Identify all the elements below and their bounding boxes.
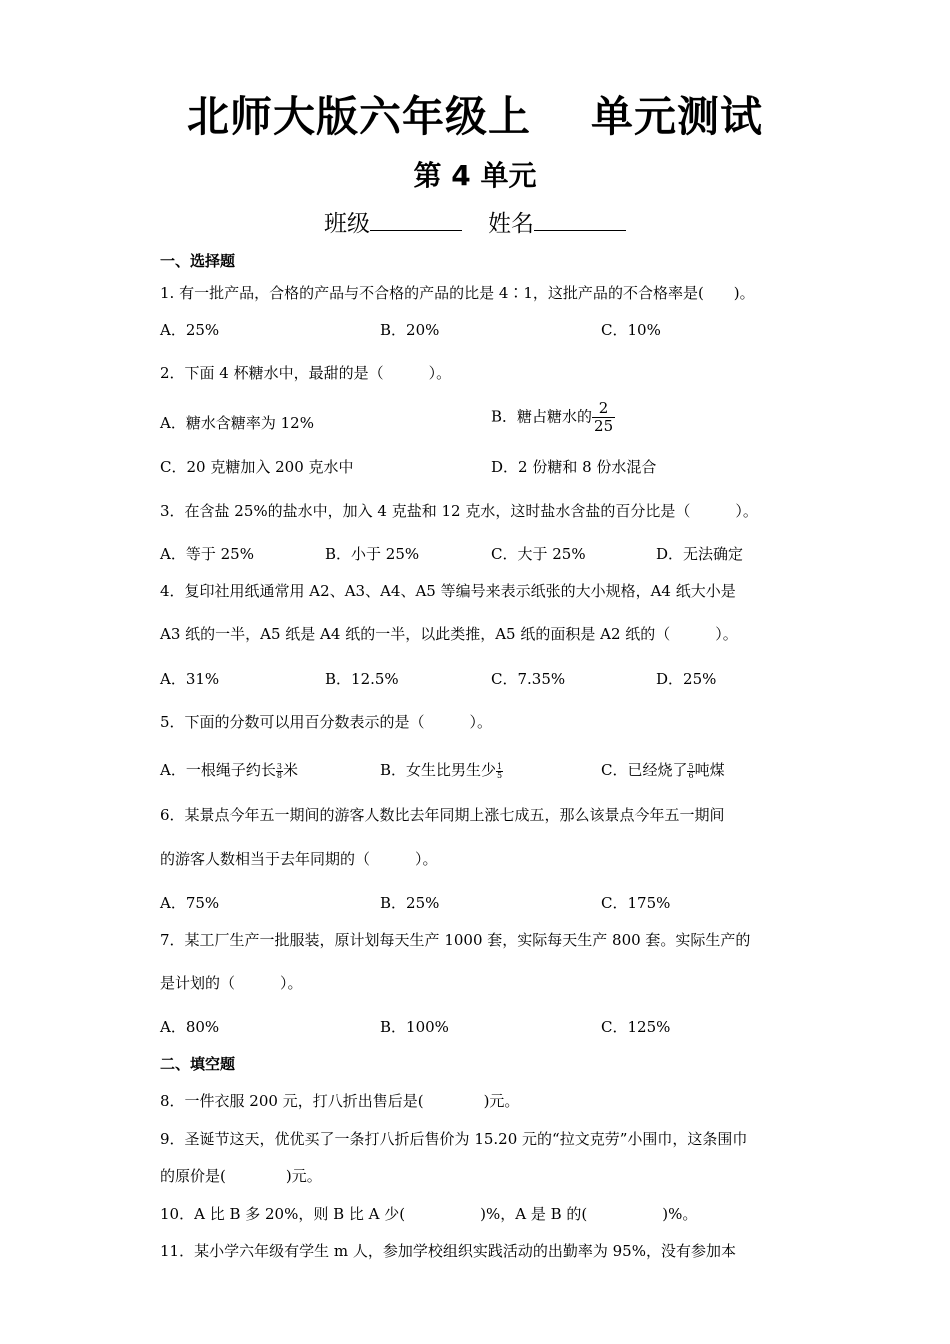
q5-option-b <box>380 759 503 780</box>
q2-fraction <box>592 400 615 435</box>
q1-option-a: A．25% <box>160 321 220 339</box>
q5-option-a <box>160 759 298 780</box>
question-7-line-1: 7．某工厂生产一批服装，原计划每天生产 1000 套，实际每天生产 800 套。实际生产的 <box>160 931 751 949</box>
fraction-denominator: 25 <box>594 417 614 435</box>
question-4-line-1: 4．复印社用纸通常用 A2、A3、A4、A5 等编号来表示纸张的大小规格，A4 纸大小是 <box>160 582 736 600</box>
section-choice-heading: 一、选择题 <box>160 252 236 270</box>
question-3: 3．在含盐 25%的盐水中，加入 4 克盐和 12 克水，这时盐水含盐的百分比是（ ）。 <box>160 502 758 520</box>
q2-option-b <box>491 400 615 435</box>
q7-option-b: B．100% <box>380 1018 449 1036</box>
q3-option-a: A．等于 25% <box>160 545 254 563</box>
fraction-numerator: 5 <box>688 761 694 771</box>
q2-option-a: A．糖水含糖率为 12% <box>160 414 314 432</box>
class-blank[interactable] <box>370 208 462 231</box>
title-left: 北师大版六年级上 <box>186 92 531 141</box>
q2-option-d: D．2 份糖和 8 份水混合 <box>491 458 657 476</box>
q4-option-c: C．7.35% <box>491 670 566 688</box>
title-right: 单元测试 <box>591 92 764 141</box>
q3-option-d: D．无法确定 <box>656 545 744 563</box>
q2-option-b-text: B．糖占糖水的 <box>491 407 593 426</box>
q6-option-c: C．175% <box>601 894 671 912</box>
question-2: 2．下面 4 杯糖水中，最甜的是（ ）。 <box>160 364 452 382</box>
q4-option-a: A．31% <box>160 670 220 688</box>
question-4-line-2: A3 纸的一半，A5 纸是 A4 纸的一半，以此类推，A5 纸的面积是 A2 纸的（ ）。 <box>160 625 738 643</box>
question-6-line-2: 的游客人数相当于去年同期的（ ）。 <box>160 850 438 868</box>
fraction-numerator: 3 <box>276 761 282 771</box>
q1-option-c: C．10% <box>601 321 661 339</box>
question-8: 8．一件衣服 200 元，打八折出售后是( )元。 <box>160 1092 520 1110</box>
question-6-line-1: 6．某景点今年五一期间的游客人数比去年同期上涨七成五，那么该景点今年五一期间 <box>160 806 725 824</box>
question-9-line-2: 的原价是( )元。 <box>160 1167 322 1185</box>
name-label: 姓名 <box>488 211 534 237</box>
fraction-denominator: 6 <box>688 770 694 780</box>
q5-option-c <box>601 759 725 780</box>
fraction-denominator: 5 <box>497 770 503 780</box>
section-fill-heading: 二、填空题 <box>160 1055 236 1073</box>
q4-option-b: B．12.5% <box>325 670 399 688</box>
class-name-line <box>0 205 950 238</box>
q5-b-fraction <box>496 763 503 780</box>
q5-option-c-text: C．已经烧了 <box>601 761 688 779</box>
unit-subtitle: 第 4 单元 <box>413 159 537 192</box>
q5-a-fraction <box>276 763 283 780</box>
q5-c-fraction <box>687 763 694 780</box>
q5-option-b-text: B．女生比男生少 <box>380 761 497 779</box>
question-5: 5．下面的分数可以用百分数表示的是（ ）。 <box>160 713 493 731</box>
q7-option-c: C．125% <box>601 1018 671 1036</box>
question-9-line-1: 9．圣诞节这天，优优买了一条打八折后售价为 15.20 元的“拉文克劳”小围巾，这条围巾 <box>160 1130 748 1148</box>
question-7-line-2: 是计划的（ ）。 <box>160 974 303 992</box>
q4-option-d: D．25% <box>656 670 717 688</box>
fraction-denominator: 8 <box>276 770 282 780</box>
q5-option-c-unit: 吨煤 <box>694 761 725 779</box>
name-blank[interactable] <box>534 208 626 231</box>
q3-option-c: C．大于 25% <box>491 545 586 563</box>
q1-option-b: B．20% <box>380 321 440 339</box>
fraction-numerator: 2 <box>592 400 615 418</box>
q7-option-a: A．80% <box>160 1018 220 1036</box>
question-1: 1. 有一批产品，合格的产品与不合格的产品的比是 4∶1，这批产品的不合格率是( )。 <box>160 284 755 302</box>
class-label: 班级 <box>324 211 370 237</box>
question-10: 10．A 比 B 多 20%，则 B 比 A 少( )%，A 是 B 的( )%。 <box>160 1205 698 1223</box>
question-11: 11．某小学六年级有学生 m 人，参加学校组织实践活动的出勤率为 95%，没有参加本 <box>160 1242 736 1260</box>
q5-option-a-text: A．一根绳子约长 <box>160 761 276 779</box>
q3-option-b: B．小于 25% <box>325 545 420 563</box>
q5-option-a-unit: 米 <box>282 761 298 779</box>
fraction-numerator: 1 <box>497 761 503 771</box>
q2-option-c: C．20 克糖加入 200 克水中 <box>160 458 354 476</box>
q6-option-a: A．75% <box>160 894 220 912</box>
page-title <box>0 84 950 144</box>
q6-option-b: B．25% <box>380 894 440 912</box>
